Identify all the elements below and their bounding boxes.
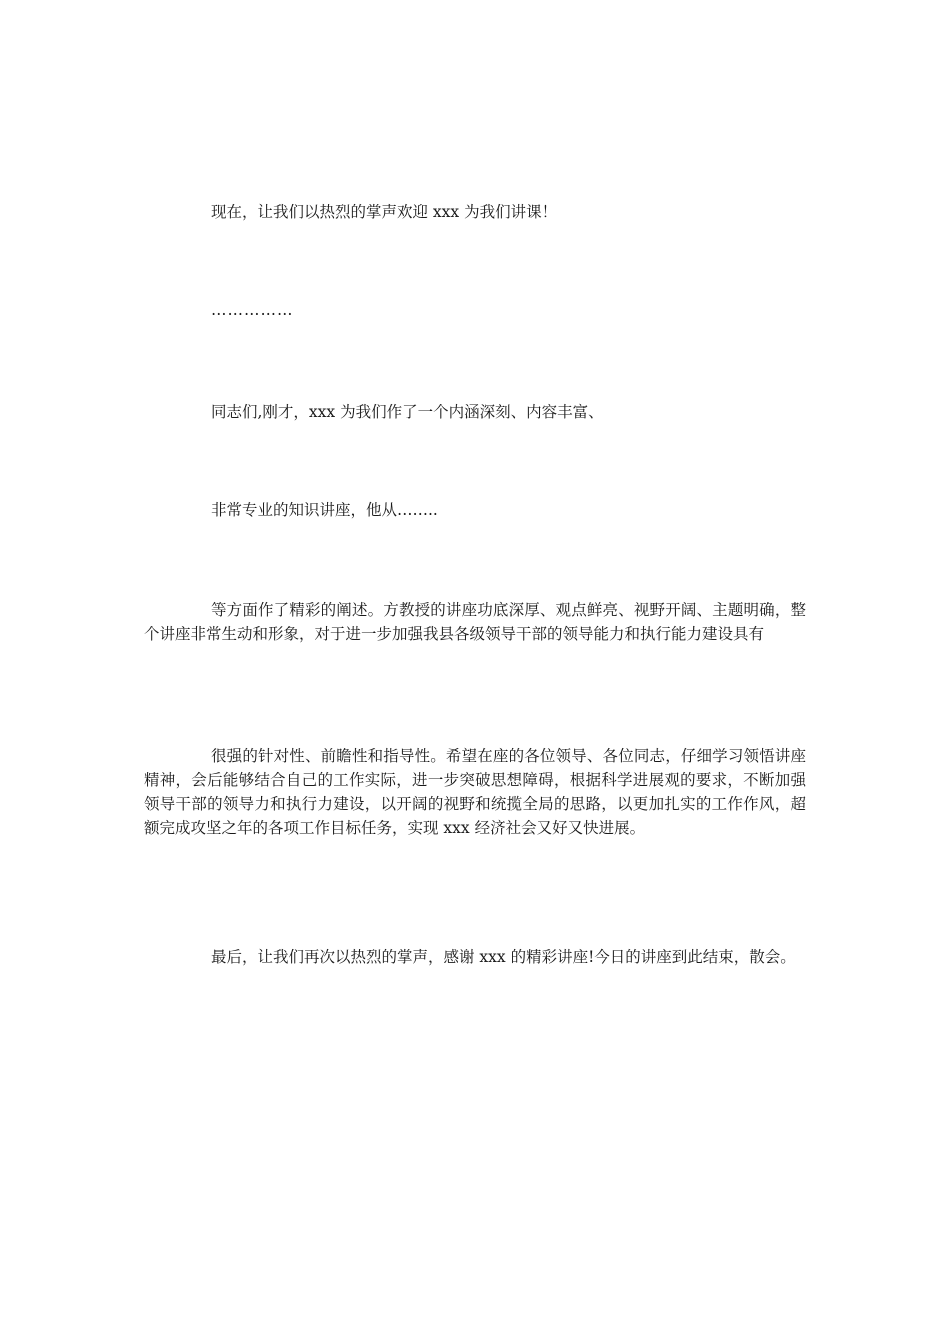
paragraph-comrades: 同志们,刚才，xxx 为我们作了一个内涵深刻、内容丰富、 bbox=[211, 403, 604, 421]
paragraph-ellipsis: …………… bbox=[211, 301, 294, 319]
paragraph-lecture-intro: 非常专业的知识讲座，他从…….. bbox=[211, 501, 438, 519]
paragraph-welcome: 现在，让我们以热烈的掌声欢迎 xxx 为我们讲课！ bbox=[211, 203, 558, 221]
paragraph-closing: 最后，让我们再次以热烈的掌声，感谢 xxx 的精彩讲座!今日的讲座到此结束，散会。 bbox=[211, 948, 796, 966]
paragraph-lecture-significance: 很强的针对性、前瞻性和指导性。希望在座的各位领导、各位同志，仔细学习领悟讲座精神，会后能够结合自己的工作实际，进一步突破思想障碍，根据科学进展观的要求，不断加强领导干部的领导力和执行力建设，以开阔的视野和统揽全局的思路，以更加扎实的工作作风，超额完成攻坚之年的各项工作目标任务，实现 xxx 经济社会又好又快进展。 bbox=[144, 747, 806, 837]
paragraph-lecture-summary: 等方面作了精彩的阐述。方教授的讲座功底深厚、观点鲜亮、视野开阔、主题明确，整个讲座非常生动和形象，对于进一步加强我县各级领导干部的领导能力和执行能力建设具有 bbox=[144, 601, 806, 643]
